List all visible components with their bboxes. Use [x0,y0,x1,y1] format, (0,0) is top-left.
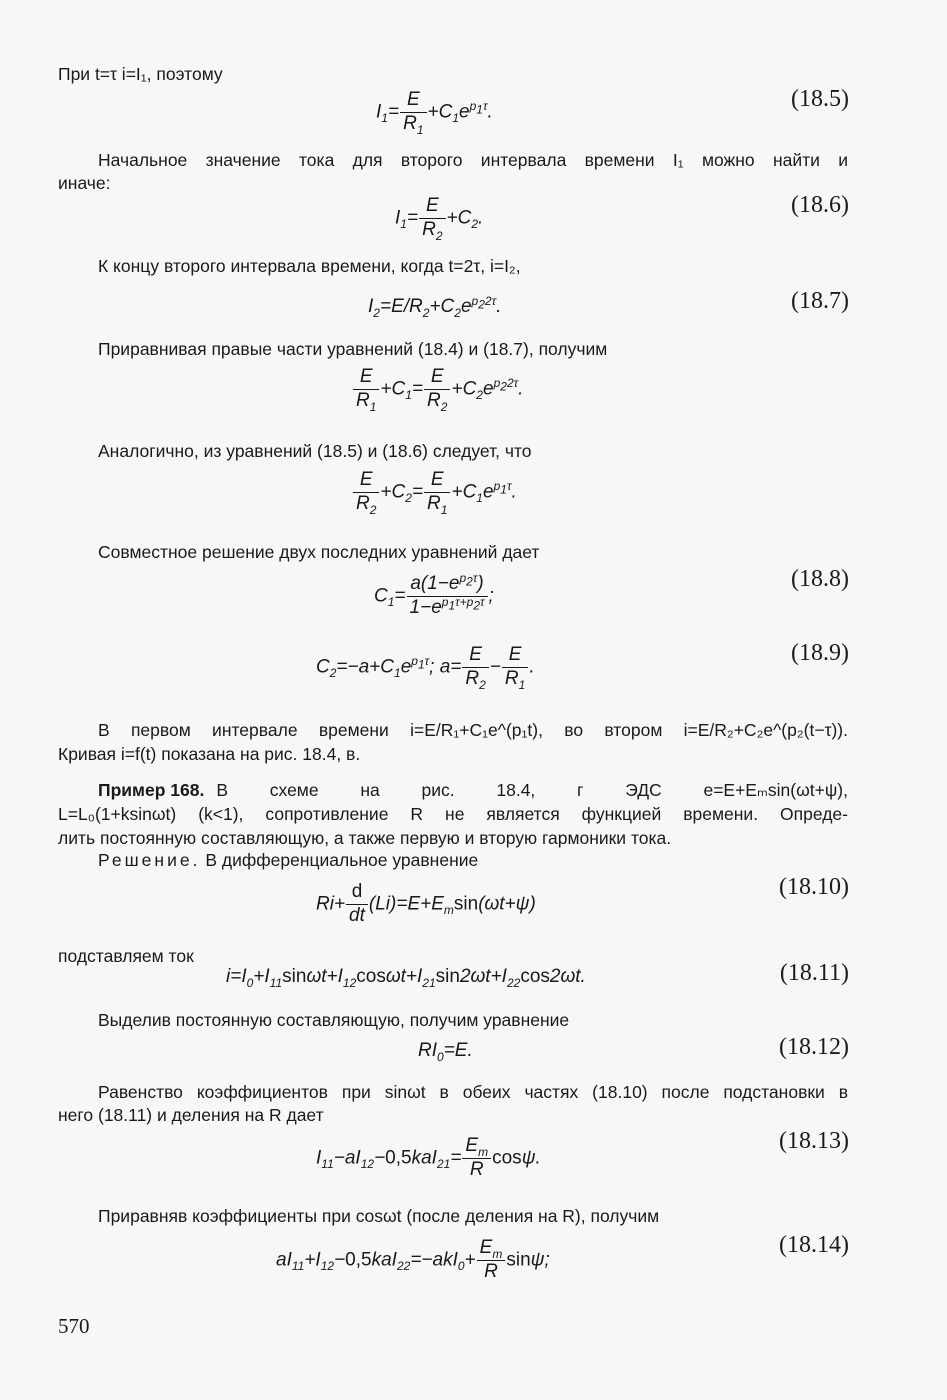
page-number: 570 [58,1314,90,1338]
equation-18-12: $RI_0=E$. [418,1040,473,1064]
solution-label: Решение. [98,850,201,870]
paragraph-substitute: подставляем ток [58,946,194,966]
example-text: В схеме на рис. 18.4, г ЭДС e=E+Eₘsin(ωt+ψ), [216,780,848,800]
paragraph-similarly: Аналогично, из уравнений (18.5) и (18.6) следует, что [98,441,532,461]
equation-number: (18.9) [791,640,849,666]
example-text-cont: L=L₀(1+ksinωt) (k<1), сопротивление R не является функцией времени. Опреде- [58,804,848,824]
solution-line [98,850,478,870]
paragraph-initial-value: Начальное значение тока для второго интервала времени I₁ можно найти и [98,150,848,170]
equation-equate-1: $\frac{E}{R_1}$ $+C_1=$ $\frac{E}{R_2}$ $+C_2e^{p_22\tau}$. [352,367,523,412]
example-label: Пример 168. [98,780,205,800]
equation-18-13: $I_{11}-aI_{12}-0,5kaI_{21}=$ $\frac{E_m}{R}$ cosψ. [316,1135,541,1180]
paragraph-curve: Кривая i=f(t) показана на рис. 18.4, в. [58,744,361,764]
equation-number: (18.5) [791,86,849,112]
example-text-cont: лить постоянную составляющую, а также первую и вторую гармоники тока. [58,828,672,848]
paragraph-constant-component: Выделив постоянную составляющую, получим уравнение [98,1010,570,1030]
paragraph-equate-right: Приравнивая правые части уравнений (18.4) и (18.7), получим [98,339,608,359]
equation-number: (18.6) [791,192,849,218]
example-heading-line [98,780,848,800]
paragraph-initial-value-cont: иначе: [58,173,111,193]
equation-18-11: $i=I_0+I_{11}\sin\omega t+I_{12}\cos\omega t+I_{21}\sin 2\omega t+I_{22}\cos 2\omega t$. [226,966,586,990]
equation-number: (18.12) [779,1034,849,1060]
equation-18-7: $I_2=E/R_2+C_2e^{p_22\tau}$. [368,293,502,320]
equation-number: (18.7) [791,288,849,314]
equation-18-9: $C_2=-a+C_1e^{p_1\tau}$; a= $\frac{E}{R_2}$ − $\frac{E}{R_1}$ . [316,644,535,692]
equation-number: (18.10) [779,874,849,900]
paragraph-sin-coefficients: Равенство коэффициентов при sinωt в обеих частях (18.10) после подстановки в [98,1082,848,1102]
equation-number: (18.11) [779,960,849,986]
paragraph-first-interval: В первом интервале времени i=E/R₁+C₁e^(p₁t), во втором i=E/R₂+C₂e^(p₂(t−τ)). [98,720,848,740]
paragraph-joint-solution: Совместное решение двух последних уравнений дает [98,542,540,562]
equation-equate-2: $\frac{E}{R_2}$ $+C_2=$ $\frac{E}{R_1}$ $+C_1e^{p_1\tau}$. [352,470,517,515]
paragraph-cos-coefficients: Приравняв коэффициенты при cosωt (после деления на R), получим [98,1206,660,1226]
equation-18-14: $aI_{11}+I_{12}-0,5kaI_{22}=-akI_0+$ $\frac{E_m}{R}$ sinψ; [276,1237,550,1282]
paragraph-intro: При t=τ i=I₁, поэтому [58,64,223,84]
equation-number: (18.8) [791,566,849,592]
paragraph-second-interval: К концу второго интервала времени, когда t=2τ, i=I₂, [98,256,521,276]
paragraph-sin-coefficients-cont: него (18.11) и деления на R дает [58,1105,324,1125]
equation-18-6: $I_1=$ $\frac{E}{R_2}$ $+C_2$. [395,195,484,243]
equation-18-8: $C_1=$ $\frac{a(1-e^{p_2\tau})}{1-e^{p_1\tau+p_2\tau}}$ ; [374,570,494,618]
equation-18-10: Ri+ $\frac{d}{dt}$ $(Li)=E+E_m\sin(\omega t+\psi)$ [316,881,536,926]
solution-text: В дифференциальное уравнение [205,850,479,870]
equation-number: (18.13) [779,1128,849,1154]
equation-number: (18.14) [779,1232,849,1258]
equation-18-5: $I_1=$ $\frac{E}{R_1}$ $+C_1e^{p_1\tau}$. [376,89,493,137]
